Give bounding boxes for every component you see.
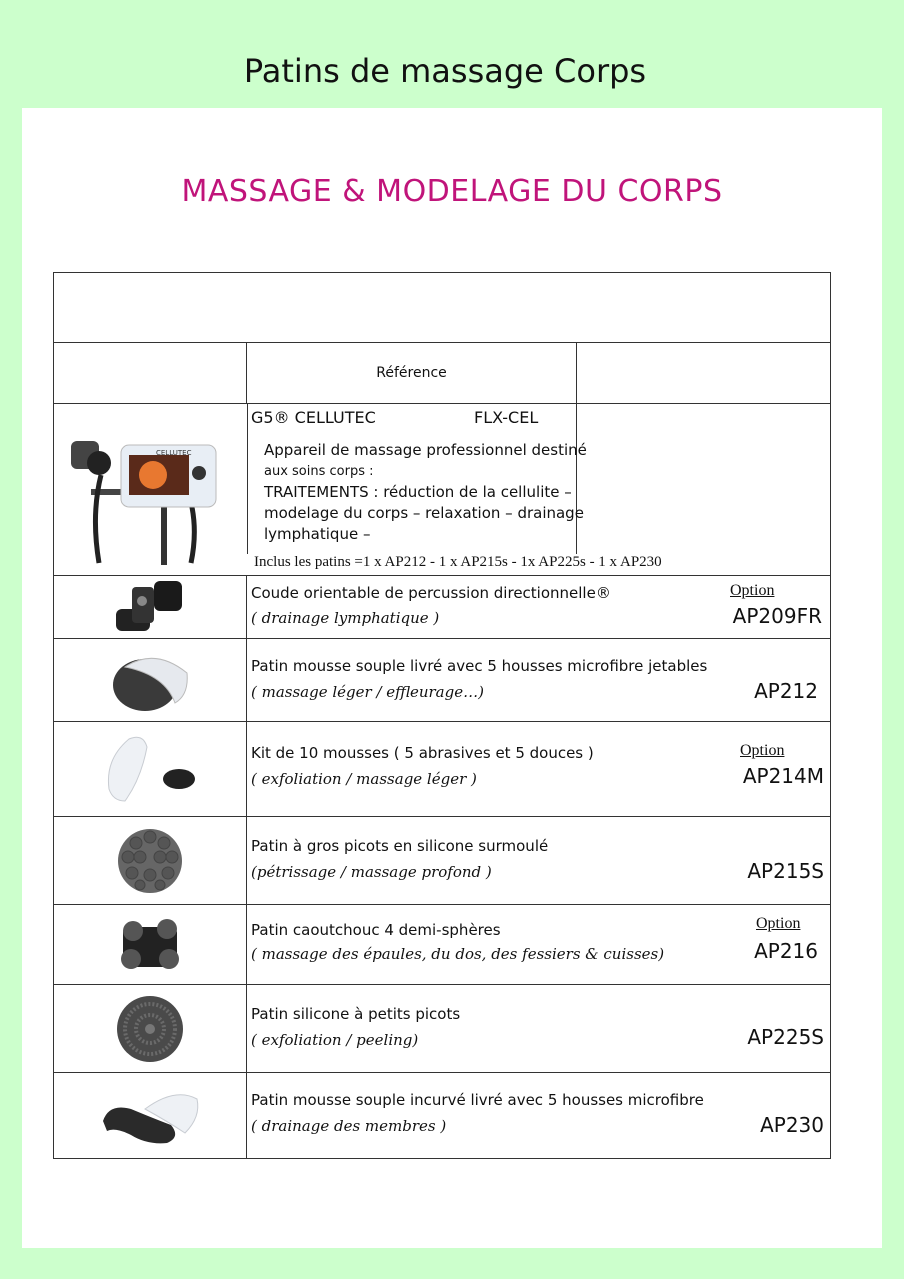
option-label: Option: [740, 742, 785, 759]
option-label: Option: [756, 915, 801, 932]
device-desc-line2: aux soins corps :: [264, 464, 374, 479]
product-subtitle: ( massage des épaules, du dos, des fessiers & cuisses): [251, 945, 665, 963]
product-subtitle: ( drainage des membres ): [251, 1117, 447, 1135]
page-header-title: Patins de massage Corps: [243, 52, 647, 90]
option-label: Option: [730, 582, 775, 599]
product-description: Patin silicone à petits picots: [251, 1005, 461, 1023]
foam-kit-icon: [95, 729, 205, 809]
product-code: AP216: [754, 939, 818, 963]
product-code: AP225S: [747, 1025, 824, 1049]
product-code: AP215S: [747, 859, 824, 883]
header-empty-cell: [54, 343, 247, 403]
device-name: G5® CELLUTEC: [251, 408, 376, 427]
device-desc-line5: lymphatique –: [264, 525, 371, 543]
table-row: [54, 985, 830, 1073]
product-image-cell: [54, 817, 247, 904]
product-image-cell: [54, 905, 247, 984]
product-subtitle: ( exfoliation / peeling): [251, 1031, 419, 1049]
device-included: Inclus les patins =1 x AP212 - 1 x AP215s - 1x AP225s - 1 x AP230: [254, 554, 662, 570]
table-row: [54, 1073, 830, 1159]
product-description: Patin mousse souple incurvé livré avec 5 housses microfibre: [251, 1091, 704, 1109]
foam-pad-icon: [105, 645, 195, 715]
device-image-cell: [54, 404, 247, 575]
product-description: Patin caoutchouc 4 demi-sphères: [251, 921, 501, 939]
product-description: Coude orientable de percussion directionnelle®: [251, 584, 611, 602]
product-subtitle: (pétrissage / massage profond ): [251, 863, 492, 881]
device-row: [54, 404, 830, 576]
product-description: Kit de 10 mousses ( 5 abrasives et 5 douces ): [251, 744, 594, 762]
product-description: Patin à gros picots en silicone surmoulé: [251, 837, 549, 855]
four-spheres-pad-icon: [115, 913, 185, 977]
main-title: MASSAGE & MODELAGE DU CORPS: [181, 174, 723, 209]
device-desc-line3: TRAITEMENTS : réduction de la cellulite –: [264, 483, 572, 501]
product-description: Patin mousse souple livré avec 5 housses microfibre jetables: [251, 657, 708, 675]
device-code: FLX-CEL: [474, 408, 539, 427]
reference-header: Référence: [247, 343, 577, 403]
table-row: [54, 576, 830, 639]
directional-elbow-icon: [110, 579, 190, 635]
cellutec-device-icon: [61, 415, 241, 565]
device-description: [264, 440, 587, 545]
product-code: AP214M: [742, 764, 824, 788]
product-table: [53, 272, 831, 1159]
table-empty-row: [54, 273, 830, 343]
table-row: [54, 639, 830, 722]
product-code: AP230: [760, 1113, 824, 1137]
large-spike-pad-icon: [110, 823, 190, 899]
product-code: AP212: [754, 679, 818, 703]
small-spike-pad-icon: [110, 994, 190, 1064]
table-header-row: [54, 343, 830, 404]
product-subtitle: ( exfoliation / massage léger ): [251, 770, 477, 788]
device-label: CELLUTEC: [155, 448, 191, 457]
device-desc-line4: modelage du corps – relaxation – drainage: [264, 504, 584, 522]
product-image-cell: [54, 722, 247, 816]
product-image-cell: [54, 576, 247, 638]
product-subtitle: ( drainage lymphatique ): [251, 609, 440, 627]
product-image-cell: [54, 639, 247, 721]
table-row: [54, 817, 830, 905]
product-image-cell: [54, 1073, 247, 1158]
table-row: [54, 722, 830, 817]
device-desc-line1: Appareil de massage professionnel destiné: [264, 441, 587, 459]
document-sheet: [22, 108, 882, 1248]
product-image-cell: [54, 985, 247, 1072]
curved-foam-pad-icon: [95, 1081, 205, 1151]
product-subtitle: ( massage léger / effleurage…): [251, 683, 484, 701]
product-code: AP209FR: [732, 604, 822, 628]
table-row: [54, 905, 830, 985]
